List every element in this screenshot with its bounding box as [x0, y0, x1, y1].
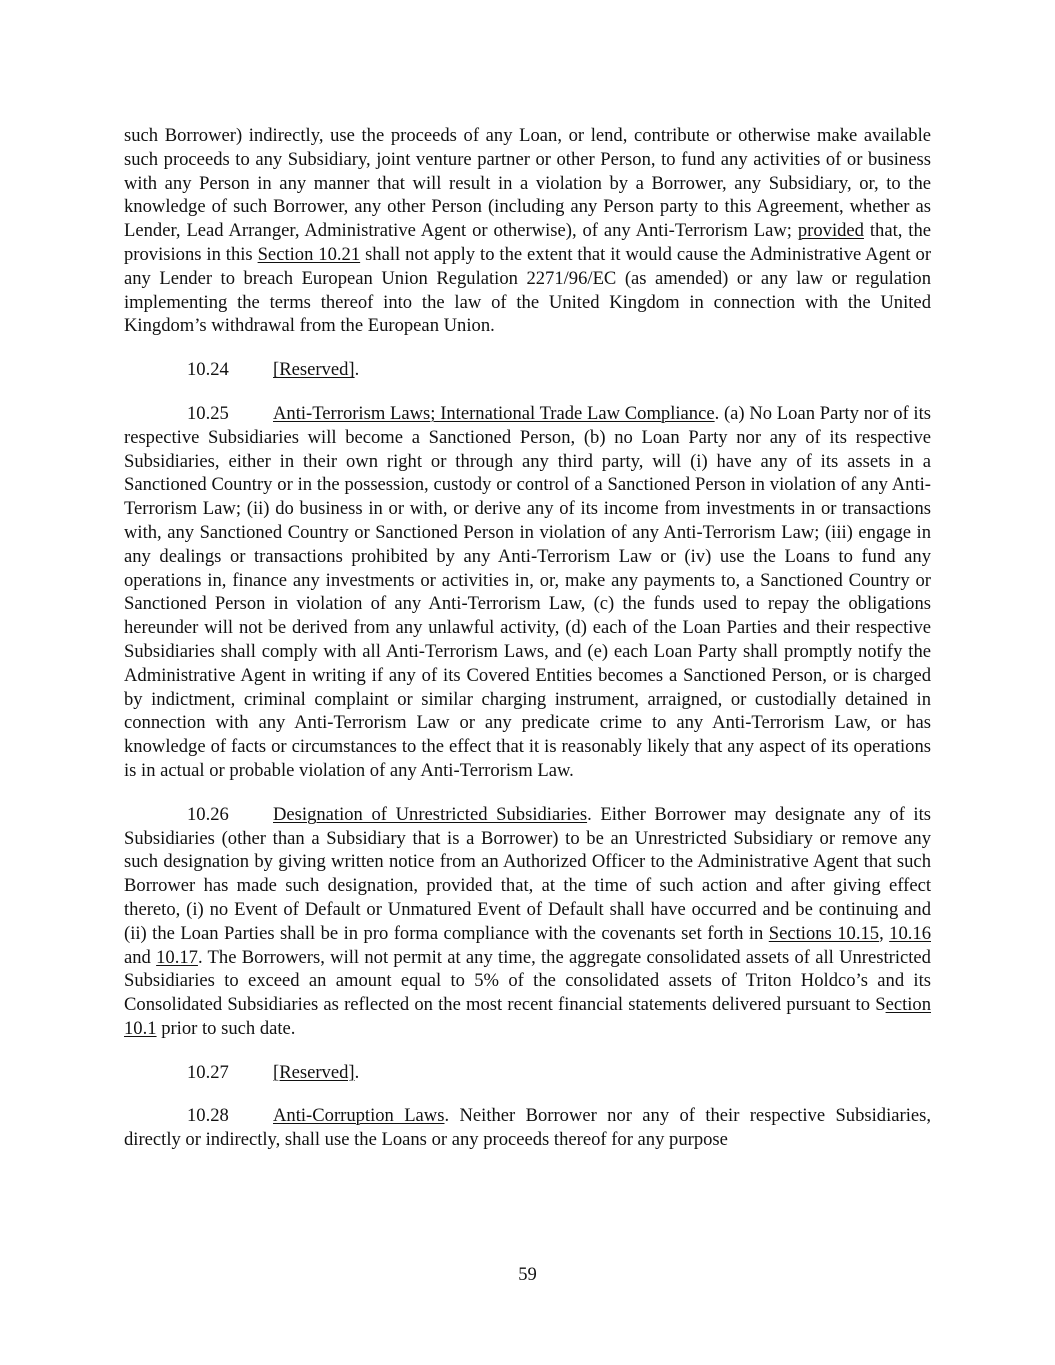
section-title: Designation of Unrestricted Subsidiaries: [273, 803, 588, 825]
section-title: Anti-Corruption Laws: [273, 1105, 445, 1127]
section-body: . (a) No Loan Party nor of its respective Subsidiaries will become a Sanctioned Person, (b) no Loan Party nor any of its respective Subsidiaries, either in their own right or through any third party, will (i) have any of its assets in a Sanctioned Country or in the possession, custody or control of a Sanctioned Person in violation of any Anti-Terrorism Law; (ii) do business in or with, or derive any of its income from investments in or transactions with, any Sanctioned Country or Sanctioned Person in violation of any Anti-Terrorism Law; (iii) engage in any dealings or transactions prohibited by any Anti-Terrorism Law or (iv) use the Loans to fund any operations in, finance any investments or activities in, or, make any payments to, a Sanctioned Country or Sanctioned Person in violation of any Anti-Terrorism Law, (c) the funds used to repay the obligations hereunder will not be derived from any unlawful activity, (d) each of the Loan Parties and their respective Subsidiaries shall comply with all Anti-Terrorism Laws, and (e) each Loan Party shall promptly notify the Administrative Agent in writing if any of its Covered Entities becomes a Sanctioned Person, or is charged by indictment, criminal complaint or similar charging instrument, arraigned, or custodially detained in connection with any Anti-Terrorism Law or any predicate crime to any Anti-Terrorism Law, or has knowledge of facts or circumstances to the effect that it is reasonably likely that any aspect of its operations is in actual or probable violation of any Anti-Terrorism Law.: [124, 402, 931, 781]
section-10-25: [124, 402, 931, 783]
section-body: . Neither Borrower nor any of their respective Subsidiaries, directly or indirectly, shall use the Loans or any proceeds thereof for any purpose: [124, 1105, 932, 1151]
section-10-26: [124, 803, 931, 1041]
section-number: 10.28: [187, 1105, 229, 1127]
section-number: 10.24: [187, 359, 229, 381]
section-10-16-reference: 10.16: [889, 922, 931, 944]
section-title: [Reserved]: [273, 359, 355, 381]
section-10-24: [124, 358, 931, 382]
intro-text-2: that, the provisions in this: [124, 220, 931, 265]
section-body-part-3: prior to such date.: [156, 1017, 296, 1039]
reference-separator: ,: [879, 922, 890, 944]
document-body: [124, 124, 931, 1172]
section-title: Anti-Terrorism Laws; International Trade Law Compliance: [273, 402, 715, 424]
reference-separator: and: [124, 946, 157, 968]
section-number: 10.25: [187, 402, 229, 424]
intro-text-1: such Borrower) indirectly, use the proceeds of any Loan, or lend, contribute or otherwise make available such proceeds to any Subsidiary, joint venture partner or other Person, to fund any activities of or business with any Person in any manner that will result in a violation by a Borrower, any Subsidiary, or, to the knowledge of such Borrower, any other Person (including any Person party to this Agreement, whether as Lender, Lead Arranger, Administrative Agent or otherwise), of any Anti-Terrorism Law;: [124, 125, 931, 242]
section-10-28: [124, 1104, 931, 1152]
section-number: 10.26: [187, 803, 229, 825]
section-10-17-reference: 10.17: [156, 946, 198, 968]
section-10-27: [124, 1061, 931, 1085]
intro-paragraph: [124, 124, 931, 338]
section-title: [Reserved]: [273, 1061, 355, 1083]
section-title-period: .: [354, 1061, 360, 1083]
provided-term: provided: [797, 220, 864, 242]
section-10-21-reference: Section 10.21: [257, 243, 361, 265]
section-body-part-2: . The Borrowers, will not permit at any time, the aggregate consolidated assets of all Unrestricted Subsidiaries to exceed an amount equal to 5% of the consolidated assets of Triton Holdco’s and its Consolidated Subsidiaries as reflected on the most recent financial statements delivered pursuant to S: [124, 946, 931, 1016]
section-title-period: .: [354, 359, 360, 381]
sections-10-15-reference: Sections 10.15: [768, 922, 880, 944]
section-body-part-1: . Either Borrower may designate any of its Subsidiaries (other than a Subsidiary that is a Borrower) to be an Unrestricted Subsidiary or remove any such designation by giving written notice from an Authorized Officer to the Administrative Agent that such Borrower has made such designation, provided that, at the time of such action and after giving effect thereto, (i) no Event of Default or Unmatured Event of Default shall have occurred and be continuing and (ii) the Loan Parties shall be in pro forma compliance with the covenants set forth in: [124, 803, 931, 944]
section-10-1-reference: ection 10.1: [124, 994, 931, 1039]
section-number: 10.27: [187, 1061, 229, 1083]
page-number: 59: [518, 1264, 537, 1285]
intro-text-3: shall not apply to the extent that it would cause the Administrative Agent or any Lender to breach European Union Regulation 2271/96/EC (as amended) or any law or regulation implementing the terms thereof into the law of the United Kingdom in connection with the United Kingdom’s withdrawal from the European Union.: [124, 243, 932, 337]
